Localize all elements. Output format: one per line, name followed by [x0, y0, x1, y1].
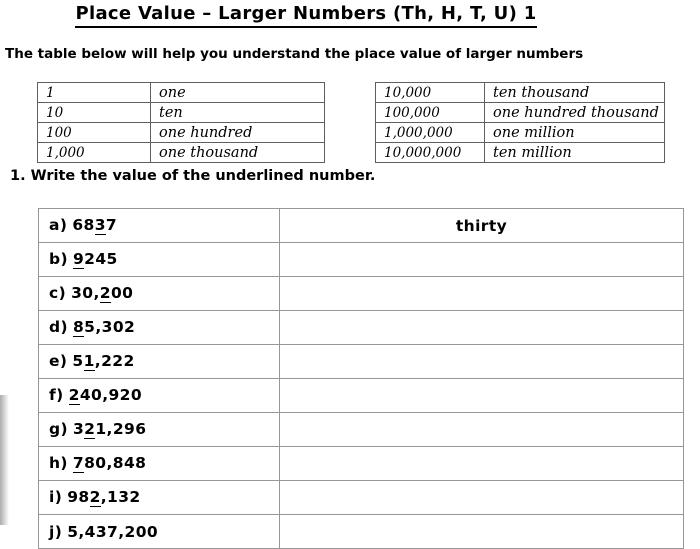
underlined-digit: 2	[89, 487, 101, 506]
answer-cell: thirty	[280, 209, 684, 243]
place-value-number: 10,000	[376, 83, 485, 103]
page-title	[0, 3, 612, 28]
place-value-word: ten million	[485, 143, 665, 163]
number-before: 68	[72, 215, 95, 234]
place-value-number: 1	[38, 83, 151, 103]
number-after: 80,848	[84, 453, 147, 472]
place-value-word: ten thousand	[485, 83, 665, 103]
place-value-number: 1,000,000	[376, 123, 485, 143]
page-edge-shadow	[0, 395, 9, 525]
table-row	[39, 379, 684, 413]
row-label: j)	[49, 522, 63, 541]
table-row	[376, 123, 665, 143]
table-row	[39, 447, 684, 481]
table-row	[39, 277, 684, 311]
table-row	[39, 311, 684, 345]
row-label: f)	[49, 385, 64, 404]
number-after: 40,920	[79, 385, 143, 404]
underlined-digit: 2	[99, 283, 111, 302]
underlined-digit: 1	[83, 351, 95, 370]
place-value-number: 100,000	[376, 103, 485, 123]
number-after: 1,296	[95, 419, 147, 438]
question-text: 1. Write the value of the underlined number.	[10, 168, 376, 184]
exercise-number-cell	[39, 447, 280, 481]
table-row	[39, 345, 684, 379]
answer-cell	[280, 345, 684, 379]
place-value-number: 1,000	[38, 143, 151, 163]
intro-text: The table below will help you understand the place value of larger numbers	[5, 46, 584, 62]
answer-cell	[280, 243, 684, 277]
table-row	[39, 515, 684, 549]
place-value-word: one hundred thousand	[485, 103, 665, 123]
row-label: h)	[49, 453, 68, 472]
row-label: e)	[49, 351, 68, 370]
row-label: b)	[49, 249, 68, 268]
exercise-number-cell	[39, 209, 280, 243]
number-after: ,132	[100, 487, 141, 506]
exercise-number-cell	[39, 277, 280, 311]
table-row	[376, 143, 665, 163]
table-row	[38, 103, 325, 123]
answer-cell	[280, 413, 684, 447]
number-before: 5	[72, 351, 84, 370]
exercise-number-cell	[39, 379, 280, 413]
row-label: g)	[49, 419, 68, 438]
table-row	[38, 143, 325, 163]
answer-cell	[280, 277, 684, 311]
row-label: c)	[49, 283, 67, 302]
answer-cell	[280, 311, 684, 345]
place-value-word: ten	[151, 103, 325, 123]
exercise-number-cell	[39, 515, 280, 549]
answer-cell	[280, 447, 684, 481]
exercise-number-cell	[39, 243, 280, 277]
table-row	[39, 209, 684, 243]
exercise-number-cell	[39, 481, 280, 515]
table-row	[39, 481, 684, 515]
place-value-word: one thousand	[151, 143, 325, 163]
place-value-number: 100	[38, 123, 151, 143]
place-value-word: one hundred	[151, 123, 325, 143]
number-after: ,222	[94, 351, 135, 370]
table-row	[376, 103, 665, 123]
number-before: 5,437,200	[67, 522, 159, 541]
table-row	[376, 83, 665, 103]
place-value-table-small	[37, 82, 325, 163]
answer-cell	[280, 515, 684, 549]
underlined-digit: 2	[84, 419, 96, 438]
place-value-word: one million	[485, 123, 665, 143]
exercise-number-cell	[39, 311, 280, 345]
underlined-digit: 3	[94, 215, 106, 234]
answer-cell	[280, 481, 684, 515]
table-row	[39, 413, 684, 447]
page-title-text: Place Value – Larger Numbers (Th, H, T, U) 1	[75, 3, 536, 28]
number-after: 7	[105, 215, 118, 234]
row-label: a)	[49, 215, 68, 234]
table-row	[38, 123, 325, 143]
place-value-word: one	[151, 83, 325, 103]
underlined-digit: 8	[72, 317, 85, 336]
table-row	[38, 83, 325, 103]
row-label: i)	[49, 487, 63, 506]
number-after: 00	[110, 283, 134, 302]
number-after: 245	[84, 249, 118, 268]
place-value-number: 10,000,000	[376, 143, 485, 163]
underlined-digit: 7	[72, 453, 85, 472]
number-before: 30,	[71, 283, 100, 302]
exercise-number-cell	[39, 345, 280, 379]
place-value-table-large	[375, 82, 665, 163]
number-before: 98	[67, 487, 90, 506]
number-before: 3	[72, 419, 85, 438]
number-after: 5,302	[84, 317, 136, 336]
exercise-table	[38, 208, 684, 549]
exercise-number-cell	[39, 413, 280, 447]
underlined-digit: 9	[72, 249, 85, 268]
row-label: d)	[49, 317, 68, 336]
underlined-digit: 2	[68, 385, 80, 404]
table-row	[39, 243, 684, 277]
answer-cell	[280, 379, 684, 413]
place-value-number: 10	[38, 103, 151, 123]
